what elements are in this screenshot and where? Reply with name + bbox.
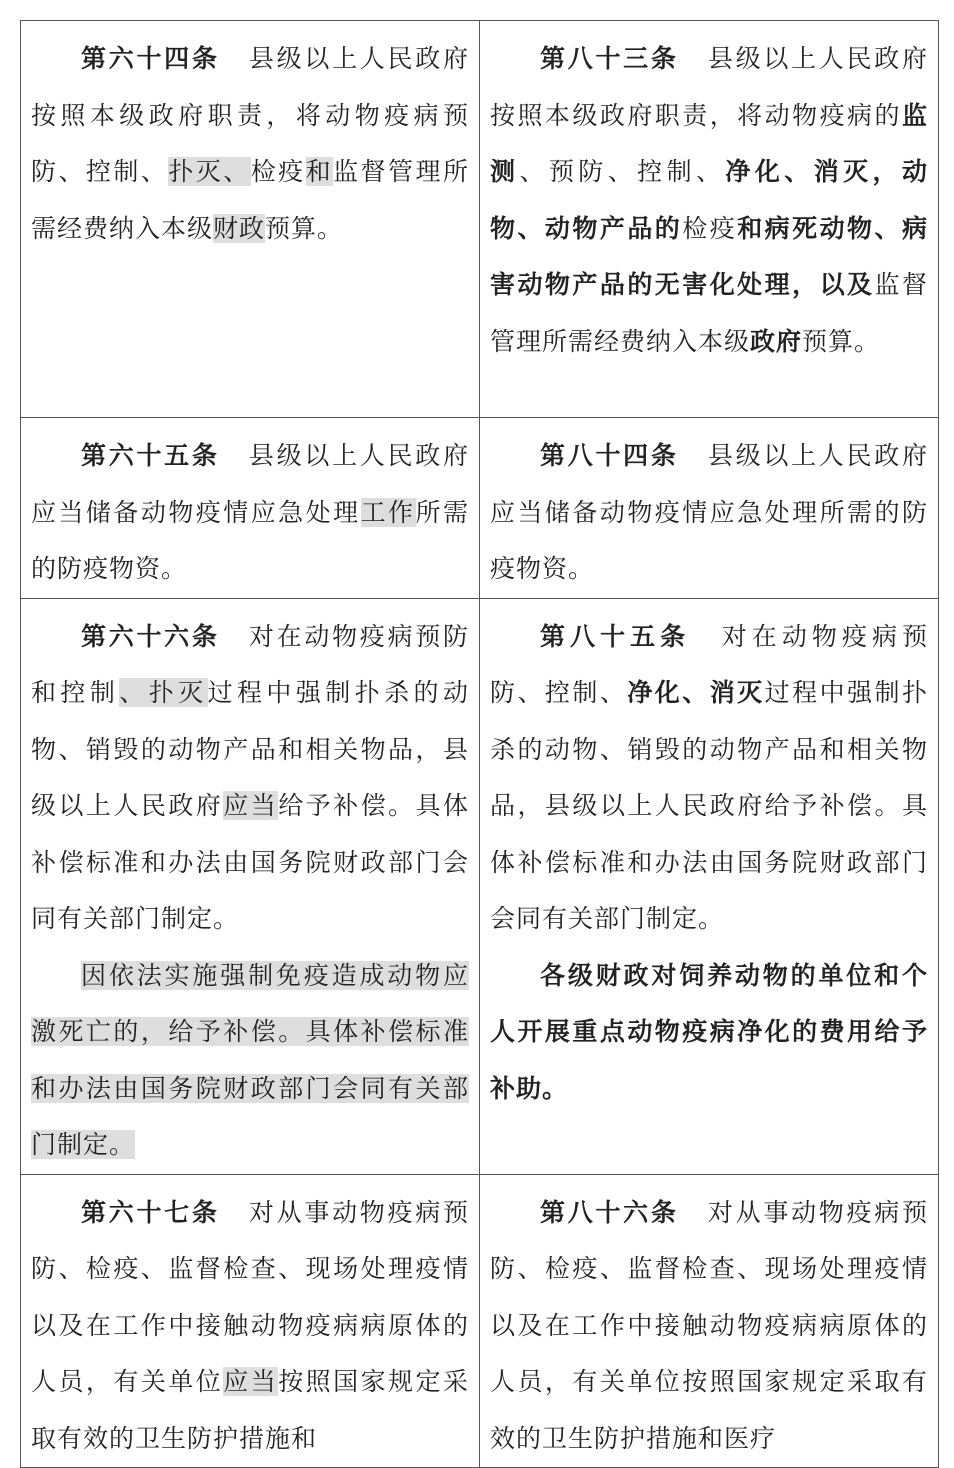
old-article-67 — [21, 1174, 480, 1468]
table-row — [21, 21, 939, 418]
comparison-table — [20, 20, 939, 1468]
article-paragraph: 第六十五条 县级以上人民政府应当储备动物疫情应急处理工作所需的防疫物资。 — [31, 441, 469, 583]
table-row — [21, 418, 939, 599]
table-row — [21, 1174, 939, 1468]
new-article-85 — [480, 598, 939, 1174]
article-heading: 第六十七条 — [81, 1197, 220, 1227]
article-paragraph-2: 各级财政对饲养动物的单位和个人开展重点动物疫病净化的费用给予补助。 — [490, 960, 928, 1103]
article-paragraph: 第八十四条 县级以上人民政府应当储备动物疫情应急处理所需的防疫物资。 — [490, 441, 928, 583]
old-article-64 — [21, 21, 480, 418]
old-article-65 — [21, 418, 480, 599]
article-paragraph: 第六十六条 对在动物疫病预防和控制、扑灭过程中强制扑杀的动物、销毁的动物产品和相关物品，县级以上人民政府应当给予补偿。具体补偿标准和办法由国务院财政部门会同有关部门制定。 — [31, 621, 469, 933]
new-article-84 — [480, 418, 939, 599]
article-paragraph: 第八十三条 县级以上人民政府按照本级政府职责，将动物疫病的监测、预防、控制、净化、消灭，动物、动物产品的检疫和病死动物、病害动物产品的无害化处理，以及监督管理所需经费纳入本级政府预算。 — [490, 44, 928, 356]
table-row — [21, 598, 939, 1174]
new-article-86 — [480, 1174, 939, 1468]
article-heading: 第八十三条 — [540, 44, 679, 73]
article-heading: 第八十五条 — [540, 621, 691, 651]
article-paragraph: 第八十六条 对从事动物疫病预防、检疫、监督检查、现场处理疫情以及在工作中接触动物疫病病原体的人员，有关单位按照国家规定采取有效的卫生防护措施和医疗 — [490, 1197, 928, 1453]
article-paragraph-2: 因依法实施强制免疫造成动物应激死亡的，给予补偿。具体补偿标准和办法由国务院财政部门会同有关部门制定。 — [31, 960, 469, 1159]
article-paragraph: 第六十四条 县级以上人民政府按照本级政府职责，将动物疫病预防、控制、扑灭、检疫和监督管理所需经费纳入本级财政预算。 — [31, 44, 469, 243]
old-article-66 — [21, 598, 480, 1174]
article-heading: 第八十六条 — [540, 1197, 679, 1227]
article-heading: 第六十五条 — [81, 441, 220, 470]
article-heading: 第六十六条 — [81, 621, 220, 651]
article-heading: 第八十四条 — [540, 441, 679, 470]
new-article-83 — [480, 21, 939, 418]
article-paragraph: 第六十七条 对从事动物疫病预防、检疫、监督检查、现场处理疫情以及在工作中接触动物疫病病原体的人员，有关单位应当按照国家规定采取有效的卫生防护措施和 — [31, 1197, 469, 1453]
article-heading: 第六十四条 — [81, 44, 220, 73]
article-paragraph: 第八十五条 对在动物疫病预防、控制、净化、消灭过程中强制扑杀的动物、销毁的动物产品和相关物品，县级以上人民政府给予补偿。具体补偿标准和办法由国务院财政部门会同有关部门制定。 — [490, 621, 928, 933]
